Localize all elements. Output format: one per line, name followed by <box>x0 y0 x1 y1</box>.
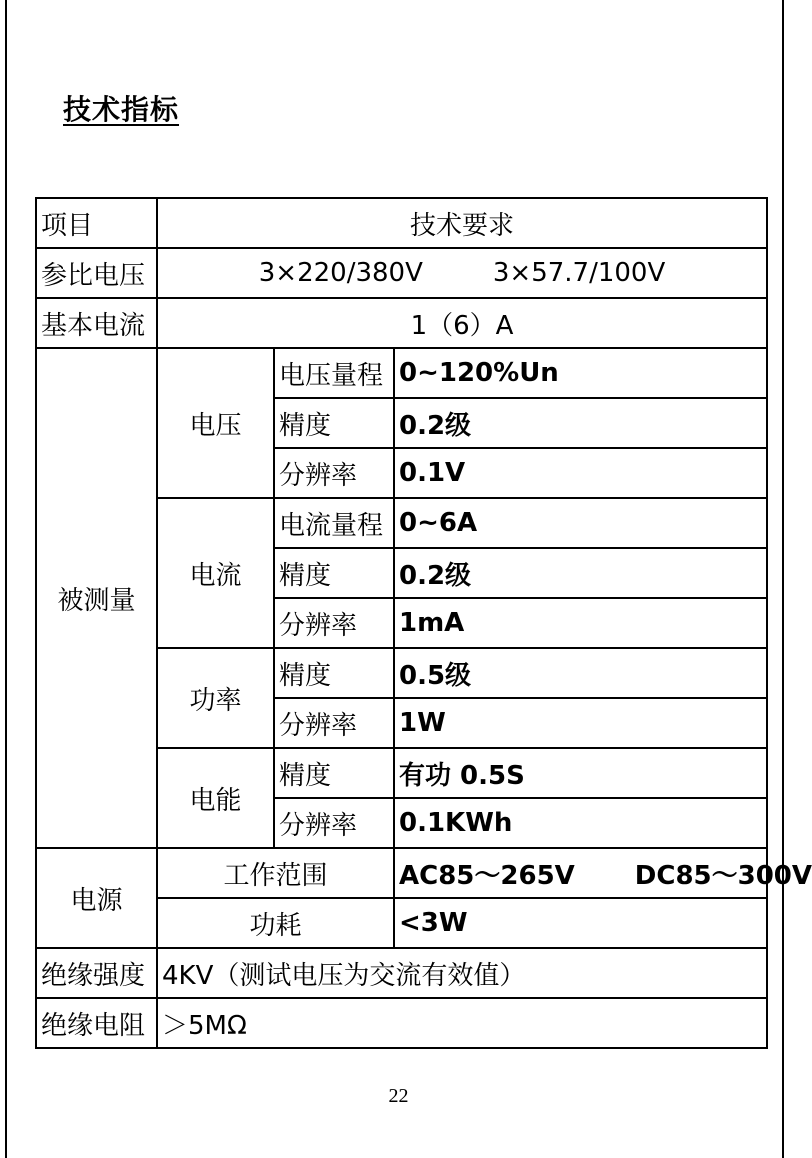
ref-voltage-value-a: 3×220/380V <box>258 258 423 288</box>
group-label: 电流 <box>157 498 274 648</box>
row-label: 绝缘强度 <box>36 948 157 998</box>
row-label: 绝缘电阻 <box>36 998 157 1048</box>
table-row <box>36 948 767 998</box>
param-label: 精度 <box>274 398 394 448</box>
power-range-dc: DC85～300V <box>634 860 812 891</box>
spec-table <box>35 197 812 1049</box>
power-range-value <box>394 848 812 898</box>
header-item: 项目 <box>36 198 157 248</box>
param-value: 有功 0.5S <box>394 748 767 798</box>
table-row <box>36 848 767 898</box>
table-row <box>36 998 767 1048</box>
page-title: 技术指标 <box>63 93 180 126</box>
param-label: 分辨率 <box>274 448 394 498</box>
param-value: 0.1V <box>394 448 767 498</box>
param-value: 0.5级 <box>394 648 767 698</box>
group-label: 功率 <box>157 648 274 748</box>
param-value: 1mA <box>394 598 767 648</box>
row-label: 参比电压 <box>36 248 157 298</box>
param-label: 精度 <box>274 648 394 698</box>
ref-voltage-value <box>157 248 767 298</box>
param-value: 0.1KWh <box>394 798 767 848</box>
param-label: 分辨率 <box>274 698 394 748</box>
base-current-value: 1（6）A <box>157 298 767 348</box>
page-number: 22 <box>388 1085 409 1107</box>
table-row <box>36 248 767 298</box>
power-label: 电源 <box>36 848 157 948</box>
table-row <box>36 348 767 398</box>
param-value: <3W <box>394 898 767 948</box>
group-label: 电能 <box>157 748 274 848</box>
param-label: 精度 <box>274 548 394 598</box>
insulation-strength-value: 4KV（测试电压为交流有效值） <box>157 948 767 998</box>
param-label: 电压量程 <box>274 348 394 398</box>
table-row <box>36 298 767 348</box>
param-value: 0.2级 <box>394 398 767 448</box>
param-value: 0~120%Un <box>394 348 767 398</box>
param-label: 精度 <box>274 748 394 798</box>
param-value: 0.2级 <box>394 548 767 598</box>
param-label: 功耗 <box>157 898 394 948</box>
param-value: 0~6A <box>394 498 767 548</box>
header-requirement: 技术要求 <box>157 198 767 248</box>
param-label: 分辨率 <box>274 598 394 648</box>
measured-label: 被测量 <box>36 348 157 848</box>
group-label: 电压 <box>157 348 274 498</box>
param-value: 1W <box>394 698 767 748</box>
param-label: 工作范围 <box>157 848 394 898</box>
param-label: 电流量程 <box>274 498 394 548</box>
insulation-resistance-value: ＞5MΩ <box>157 998 767 1048</box>
ref-voltage-value-b: 3×57.7/100V <box>492 258 666 288</box>
table-header-row <box>36 198 767 248</box>
param-label: 分辨率 <box>274 798 394 848</box>
row-label: 基本电流 <box>36 298 157 348</box>
power-range-ac: AC85～265V <box>399 860 575 891</box>
